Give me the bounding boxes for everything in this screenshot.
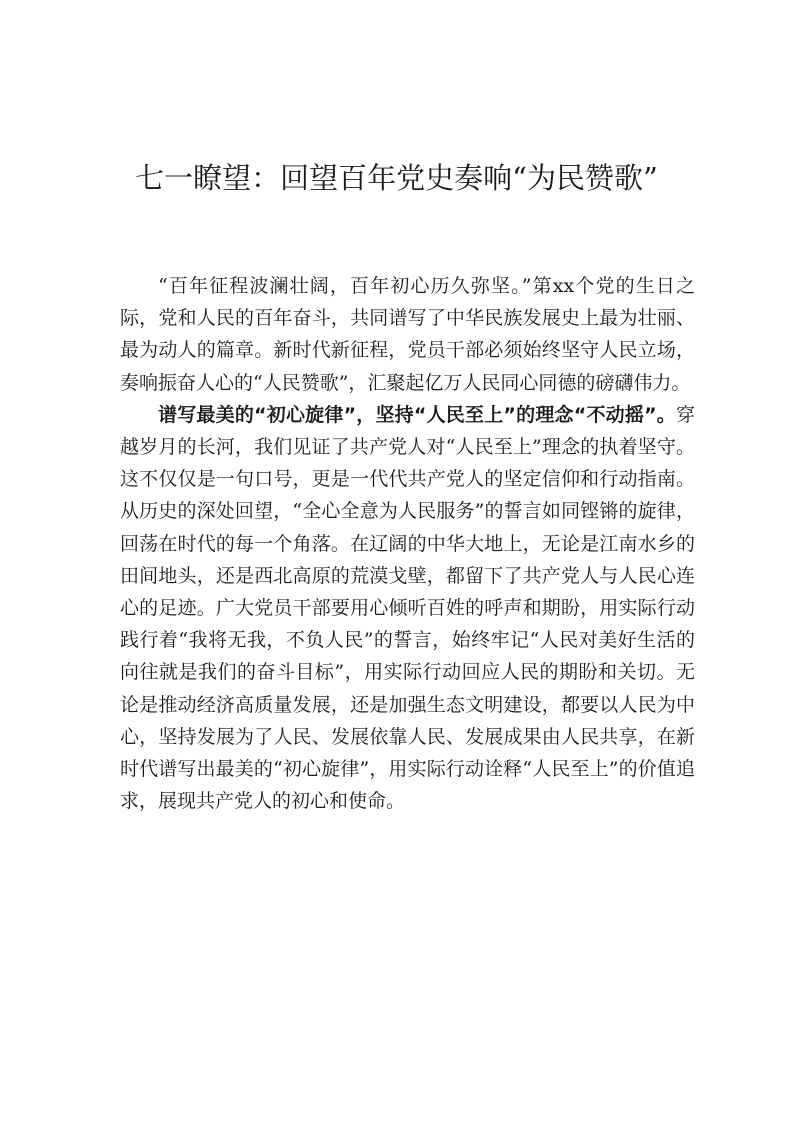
document-title: 七一瞭望：回望百年党史奏响“为民赞歌” bbox=[135, 161, 658, 195]
section-one-text: 穿越岁月的长河，我们见证了共产党人对“人民至上”理念的执着坚守。这不仅仅是一句口号，更是一代代共产党人的坚定信仰和行动指南。从历史的深处回望，“全心全意为人民服务”的誓言如同铿锵的旋律，回荡在时代的每一个角落。在辽阔的中华大地上，无论是江南水乡的田间地头，还是西北高原的荒漠戈壁，都留下了共产党人与人民心连心的足迹。广大党员干部要用心倾听百姓的呼声和期盼，用实际行动践行着“我将无我，不负人民”的誓言，始终牢记“人民对美好生活的向往就是我们的奋斗目标”，用实际行动回应人民的期盼和关切。无论是推动经济高质量发展，还是加强生态文明建设，都要以人民为中心，坚持发展为了人民、发展依靠人民、发展成果由人民共享，在新时代谱写出最美的“初心旋律”，用实际行动诠释“人民至上”的价值追求，展现共产党人的初心和使命。 bbox=[120, 403, 695, 813]
paragraph-intro bbox=[120, 270, 695, 399]
paragraph-intro-text: “百年征程波澜壮阔，百年初心历久弥坚。”第xx个党的生日之际，党和人民的百年奋斗，共同谱写了中华民族发展史上最为壮丽、最为动人的篇章。新时代新征程，党员干部必须始终坚守人民立场，奏响振奋人心的“人民赞歌”，汇聚起亿万人民同心同德的磅礴伟力。 bbox=[120, 275, 695, 394]
paragraph-section-one bbox=[120, 399, 695, 818]
section-heading: 谱写最美的“初心旋律”，坚持“人民至上”的理念“不动摇”。 bbox=[158, 403, 676, 426]
document-body bbox=[120, 270, 695, 817]
